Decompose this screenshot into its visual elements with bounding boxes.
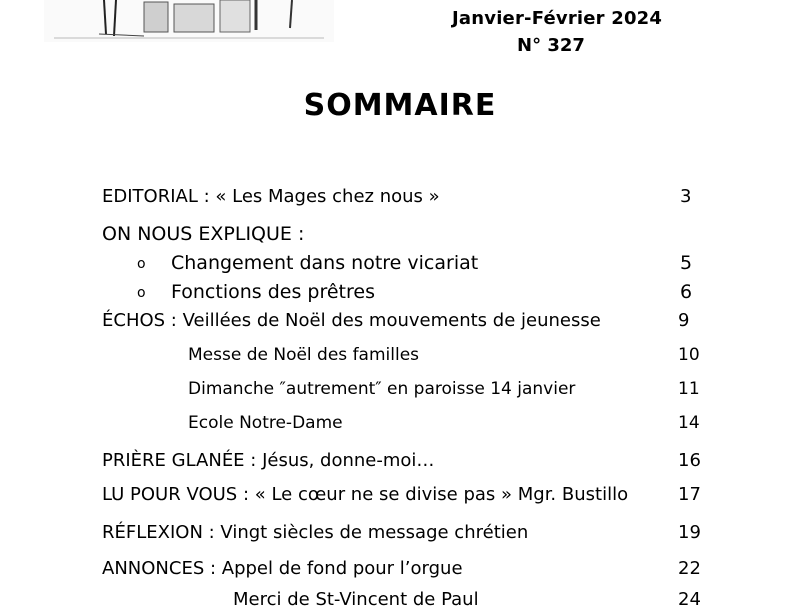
issue-date: Janvier-Février 2024 (452, 8, 663, 29)
toc-page: 17 (678, 484, 701, 505)
toc-label: ON NOUS EXPLIQUE : (102, 223, 305, 245)
toc-page: 9 (678, 310, 690, 331)
toc-page: 10 (678, 345, 700, 365)
toc-entry-priere-glanee (102, 450, 701, 471)
toc-label: PRIÈRE GLANÉE : Jésus, donne-moi… (102, 450, 435, 471)
toc-page: 5 (680, 252, 693, 274)
issue-number: N° 327 (517, 35, 585, 56)
toc-entry-fonctions-pretres (137, 281, 693, 303)
toc-label: Messe de Noël des familles (188, 345, 420, 365)
toc-label: EDITORIAL : « Les Mages chez nous » (102, 186, 440, 207)
toc-page: 24 (678, 589, 701, 610)
toc-entry-lu-pour-vous (102, 484, 701, 505)
toc-entry-editorial (102, 186, 692, 207)
toc-entry-on-nous-explique (102, 223, 304, 245)
toc-page: 22 (678, 558, 701, 579)
toc-label: Ecole Notre-Dame (188, 413, 343, 433)
page-title: SOMMAIRE (303, 88, 497, 123)
toc-page: 14 (678, 413, 700, 433)
toc-page: 19 (678, 522, 701, 543)
toc-label: ÉCHOS : Veillées de Noël des mouvements de jeunesse (102, 310, 601, 331)
toc-label: RÉFLEXION : Vingt siècles de message chrétien (102, 522, 529, 543)
toc-page: 3 (680, 186, 692, 207)
bullet-icon: o (137, 256, 146, 272)
toc-entry-changement-vicariat (137, 252, 693, 274)
toc-entry-annonces (102, 558, 701, 579)
toc-entry-ecole-notre-dame (188, 413, 700, 433)
toc-label: LU POUR VOUS : « Le cœur ne se divise pas » Mgr. Bustillo (102, 484, 629, 505)
toc-page: 16 (678, 450, 701, 471)
toc-entry-reflexion (102, 522, 701, 543)
toc-label: Fonctions des prêtres (171, 281, 375, 303)
toc-entry-messe-noel (188, 345, 700, 365)
toc-page: 6 (680, 281, 693, 303)
header-illustration (44, 0, 334, 42)
toc-label: Merci de St-Vincent de Paul (233, 589, 479, 610)
toc-label: Changement dans notre vicariat (171, 252, 479, 274)
toc-page: 11 (678, 379, 700, 399)
toc-entry-echos (102, 310, 690, 331)
toc-entry-dimanche-autrement (188, 379, 700, 399)
toc-label: Dimanche ″autrement″ en paroisse 14 janvier (188, 379, 576, 399)
bullet-icon: o (137, 285, 146, 301)
toc-label: ANNONCES : Appel de fond pour l’orgue (102, 558, 463, 579)
